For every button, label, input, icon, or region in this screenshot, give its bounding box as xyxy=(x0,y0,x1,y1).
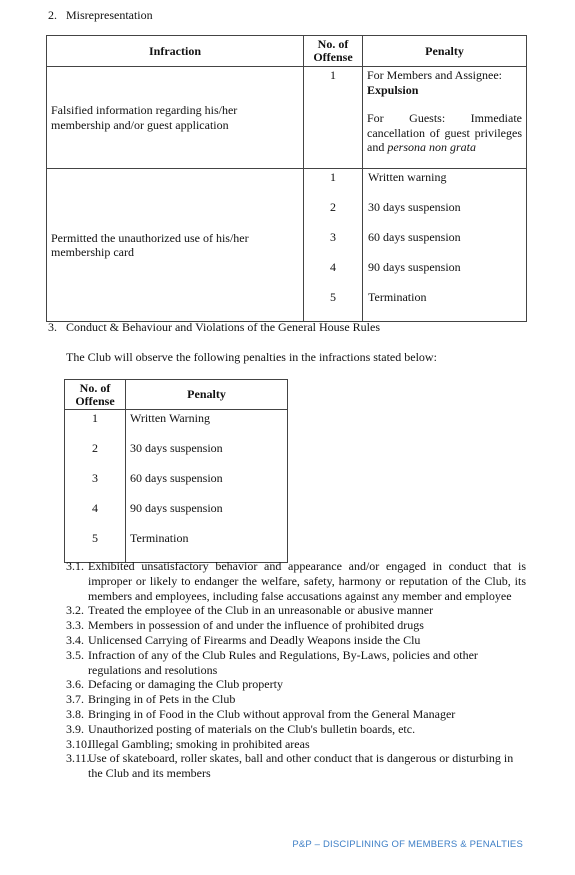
section-2-number: 2. xyxy=(48,8,57,22)
section-2-title: Misrepresentation xyxy=(66,8,153,22)
offense-number: 4 xyxy=(330,260,336,274)
header-offense: No. of Offense xyxy=(304,36,363,67)
list-item: 3.10. Illegal Gambling; smoking in prohibited areas xyxy=(66,736,310,751)
penalty-text: Termination xyxy=(368,290,427,304)
offense-number: 1 xyxy=(92,411,98,425)
misrepresentation-table xyxy=(46,35,527,322)
table-row-penalty xyxy=(363,67,527,169)
penalty-text: 60 days suspension xyxy=(130,471,223,485)
offense-number: 2 xyxy=(92,441,98,455)
list-item: 3.3. Members in possession of and under the influence of prohibited drugs xyxy=(66,618,424,633)
members-penalty: Expulsion xyxy=(367,82,419,97)
list-item: 3.5. Infraction of any of the Club Rules and Regulations, By-Laws, policies and other regulations and resolutions xyxy=(66,647,478,677)
violations-list xyxy=(66,559,526,781)
list-item: 3.9. Unauthorized posting of materials on the Club's bulletin boards, etc. xyxy=(66,721,416,736)
header-penalty: Penalty xyxy=(126,380,288,410)
list-item: 3.8. Bringing in of Food in the Club without approval from the General Manager xyxy=(66,706,456,721)
penalty-text: Termination xyxy=(130,531,189,545)
penalties-table xyxy=(64,379,288,563)
penalty-text: 30 days suspension xyxy=(368,200,461,214)
section-3-title: Conduct & Behaviour and Violations of the General House Rules xyxy=(66,320,380,334)
table-row-penalty xyxy=(126,410,288,563)
offense-number: 3 xyxy=(92,471,98,485)
members-label: For Members and Assignee: xyxy=(367,68,502,82)
list-item: 3.7. Bringing in of Pets in the Club xyxy=(66,692,236,707)
list-item: 3.6. Defacing or damaging the Club property xyxy=(66,677,283,692)
offense-number: 4 xyxy=(92,501,98,515)
list-item: 3.2. Treated the employee of the Club in an unreasonable or abusive manner xyxy=(66,603,434,618)
offense-number: 5 xyxy=(330,290,336,304)
offense-number: 5 xyxy=(92,531,98,545)
header-infraction: Infraction xyxy=(47,36,304,67)
table-row-offense xyxy=(65,410,126,563)
table-row-offense: 1 xyxy=(304,67,363,169)
offense-number: 1 xyxy=(330,170,336,184)
penalty-text: 90 days suspension xyxy=(368,260,461,274)
penalty-text: 90 days suspension xyxy=(130,501,223,515)
table-row-infraction: Permitted the unauthorized use of his/her membership card xyxy=(47,169,304,322)
page-footer: P&P – DISCIPLINING OF MEMBERS & PENALTIES xyxy=(292,839,523,850)
table-row-infraction: Falsified information regarding his/her membership and/or guest application xyxy=(47,67,304,169)
guests-penalty: For Guests: Immediate cancellation of guest privileges and persona non grata xyxy=(367,111,522,154)
penalty-text: Written warning xyxy=(368,170,447,184)
header-offense: No. of Offense xyxy=(65,380,126,410)
section-3-intro: The Club will observe the following penalties in the infractions stated below: xyxy=(66,350,437,364)
table-row-penalty xyxy=(363,169,527,322)
penalty-text: 30 days suspension xyxy=(130,441,223,455)
offense-number: 2 xyxy=(330,200,336,214)
offense-number: 3 xyxy=(330,230,336,244)
penalty-text: Written Warning xyxy=(130,411,210,425)
list-item: 3.4. Unlicensed Carrying of Firearms and Deadly Weapons inside the Clu xyxy=(66,632,421,647)
table-row-offense xyxy=(304,169,363,322)
header-penalty: Penalty xyxy=(363,36,527,67)
section-3-number: 3. xyxy=(48,320,57,334)
penalty-text: 60 days suspension xyxy=(368,230,461,244)
list-item: 3.11. Use of skateboard, roller skates, ball and other conduct that is dangerous or disturbing in the Club and its members xyxy=(66,751,514,781)
list-item: 3.1. Exhibited unsatisfactory behavior and appearance and/or engaged in conduct that is improper or likely to endanger the welfare, safety, harmony or reputation of the Club, its members and employees, including false accusations against any member and employee xyxy=(66,559,526,603)
